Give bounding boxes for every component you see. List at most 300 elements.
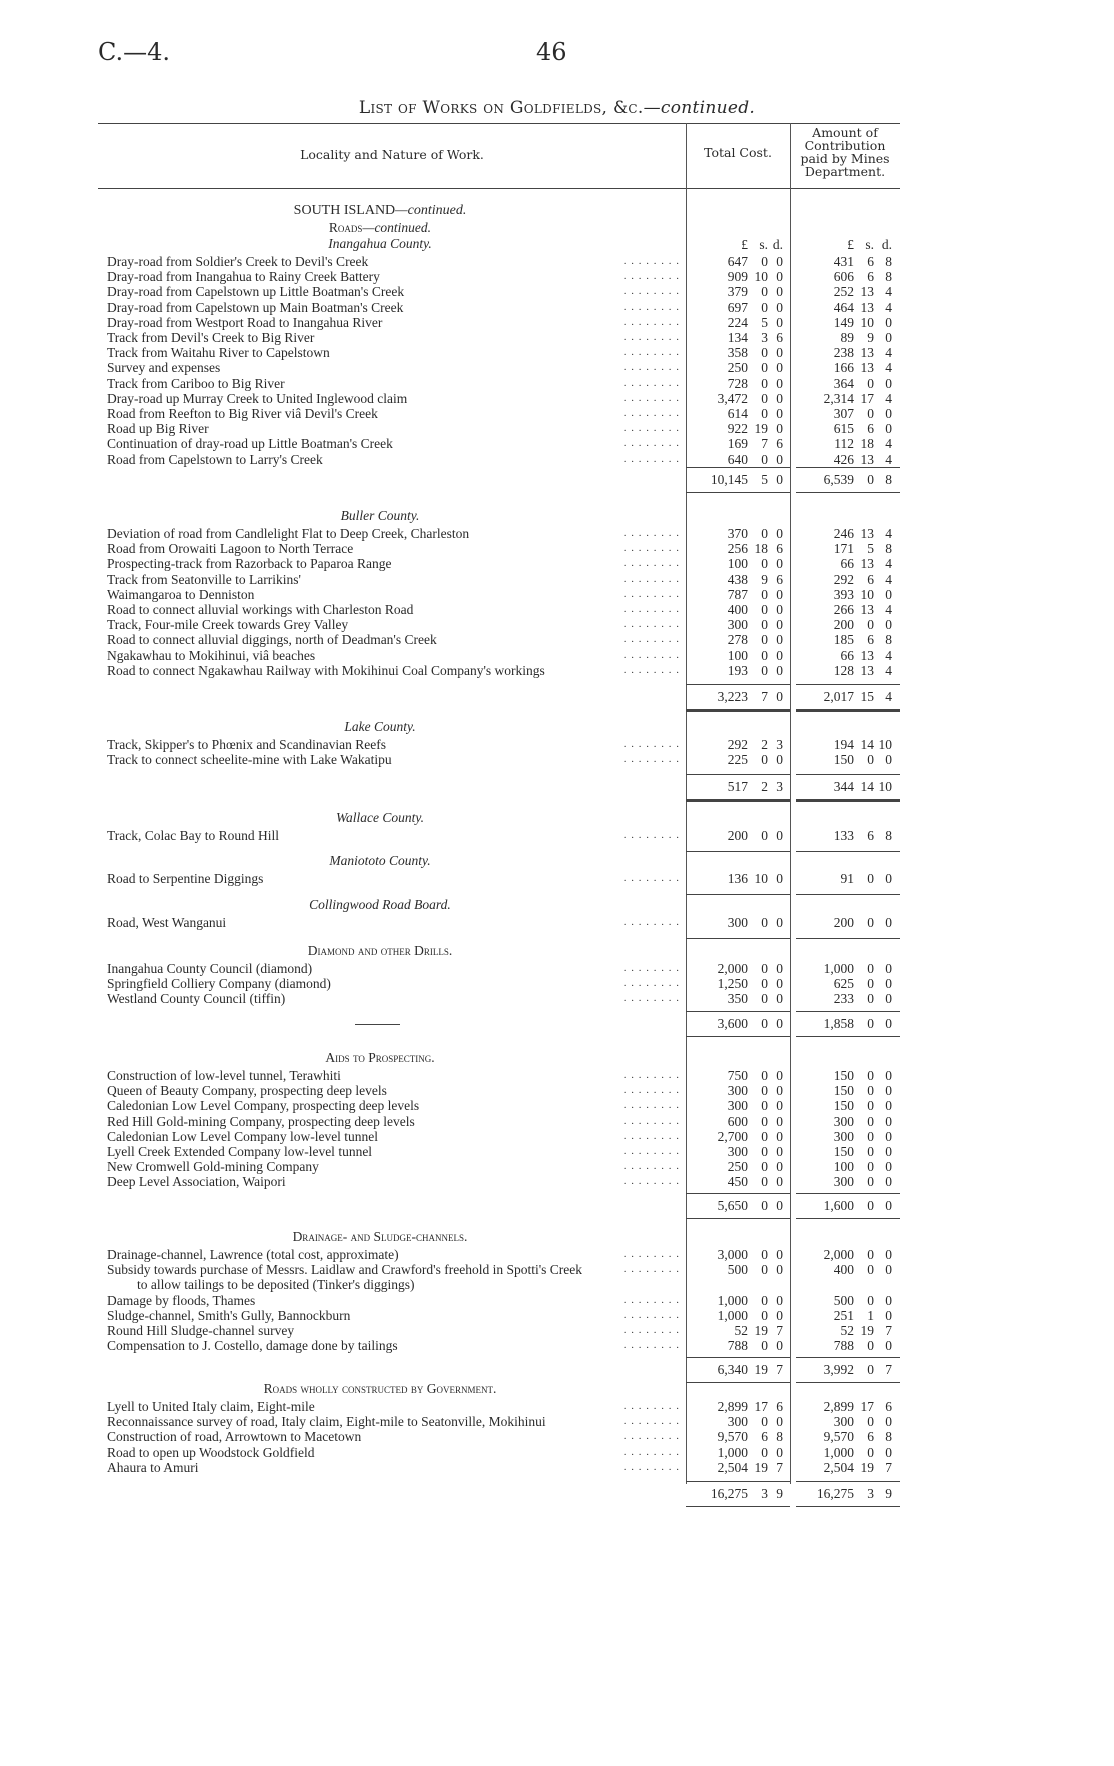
section-rule xyxy=(796,894,900,895)
total-cost-pounds: 350 xyxy=(727,991,748,1007)
total-cost-shillings: 2 xyxy=(761,737,768,752)
total-cost-shillings: 18 xyxy=(754,541,768,557)
contribution-pounds: 625 xyxy=(833,976,854,992)
total-cost-pounds: 300 xyxy=(727,617,748,633)
total-cost-pounds: 169 xyxy=(727,436,748,452)
contribution-pounds: 150 xyxy=(833,1098,854,1114)
total-cost-pounds: 379 xyxy=(727,284,748,300)
contribution-shillings: 0 xyxy=(867,1083,874,1099)
total-cost-pence: 0 xyxy=(776,1174,783,1190)
total-cost-pence: 8 xyxy=(776,1429,783,1445)
work-description: Lyell Creek Extended Company low-level tunnel xyxy=(107,1144,373,1159)
contribution-pounds: 1,000 xyxy=(823,961,854,976)
work-description: Dray-road up Murray Creek to United Inglewood claim xyxy=(107,390,408,406)
contribution-shillings: 13 xyxy=(860,299,874,315)
total-cost-shillings: 3 xyxy=(761,330,768,345)
total-cost-pence: 0 xyxy=(776,915,783,930)
total-cost-pence: 6 xyxy=(776,1399,783,1414)
total-cost-shillings: 0 xyxy=(761,828,768,843)
sum-rule xyxy=(796,1193,900,1194)
work-description: Road from Orowaiti Lagoon to North Terrace xyxy=(107,541,354,557)
total-cost-shillings: 0 xyxy=(761,752,768,768)
leader-dots: . . . . . . . . xyxy=(623,962,680,974)
table-row xyxy=(0,827,1114,844)
total-cost-pounds: 134 xyxy=(727,330,748,345)
total-cost-pounds: 9,570 xyxy=(717,1429,748,1445)
contribution-shillings: 0 xyxy=(867,991,874,1007)
total-cost-shillings: 19 xyxy=(754,421,768,437)
contribution-shillings: 13 xyxy=(860,662,874,678)
leader-dots: . . . . . . . . xyxy=(623,437,680,450)
total-cost-pounds: 278 xyxy=(727,632,748,648)
contribution-shillings: 0 xyxy=(867,1144,874,1159)
contribution-pounds: 307 xyxy=(833,406,854,421)
table-row xyxy=(0,662,1114,679)
total-cost-pounds: 1,250 xyxy=(717,976,748,992)
sum-rule xyxy=(796,1481,900,1482)
total-cost-shillings: 0 xyxy=(761,406,768,421)
contribution-pounds: 52 xyxy=(840,1323,854,1338)
contribution-pounds: 150 xyxy=(833,1144,854,1159)
leader-dots: . . . . . . . . xyxy=(623,255,680,267)
header-top-rule xyxy=(98,123,900,124)
total-cost-shillings: 19 xyxy=(754,1459,768,1475)
total-cost-pence: 0 xyxy=(776,375,783,391)
total-cost-pence: 0 xyxy=(776,451,783,467)
contribution-pence: 0 xyxy=(885,1113,892,1129)
contribution-pounds: 112 xyxy=(834,436,854,452)
contribution-shillings: 13 xyxy=(860,284,874,300)
total-cost-pence: 0 xyxy=(776,976,783,992)
sum-total-cost-shillings: 19 xyxy=(754,1362,768,1377)
leader-dots: . . . . . . . . xyxy=(623,407,680,419)
sum-rule xyxy=(686,1357,790,1358)
contribution-shillings: 0 xyxy=(867,961,874,976)
total-cost-shillings: 0 xyxy=(761,586,768,602)
sum-rule xyxy=(686,1481,790,1482)
sum-total-cost-pence: 0 xyxy=(776,689,783,704)
sum-total-cost-shillings: 0 xyxy=(761,1016,768,1031)
total-cost-pounds: 697 xyxy=(727,299,748,315)
section-title: Aids to Prospecting. xyxy=(325,1050,435,1065)
total-cost-pence: 0 xyxy=(776,1444,783,1460)
sum-bottom-rule xyxy=(686,709,790,712)
contribution-pounds: 149 xyxy=(833,314,854,330)
contribution-shillings: 13 xyxy=(860,556,874,572)
total-cost-shillings: 7 xyxy=(761,436,768,452)
sum-contribution-pence: 9 xyxy=(885,1486,892,1501)
contribution-pence: 0 xyxy=(885,871,892,886)
leader-dots: . . . . . . . . xyxy=(623,916,680,928)
contribution-pence: 0 xyxy=(885,617,892,633)
leader-dots: . . . . . . . . xyxy=(623,603,680,615)
contribution-pounds: 2,314 xyxy=(823,390,854,406)
sum-contribution-shillings: 0 xyxy=(867,1362,874,1377)
sum-rule xyxy=(796,467,900,468)
contribution-pounds: 238 xyxy=(833,345,854,361)
contribution-pence: 8 xyxy=(885,632,892,648)
section-total-row xyxy=(0,687,1114,707)
contribution-pounds: 464 xyxy=(833,299,854,315)
total-cost-pounds: 2,504 xyxy=(717,1459,748,1475)
total-cost-shillings: 0 xyxy=(761,1144,768,1159)
total-cost-pounds: 1,000 xyxy=(717,1444,748,1460)
sum-total-cost-pence: 0 xyxy=(776,472,783,487)
contribution-pounds: 300 xyxy=(833,1113,854,1129)
section-title: Maniototo County. xyxy=(329,853,431,868)
sum-total-cost-pence: 0 xyxy=(776,1016,783,1031)
total-cost-pence: 0 xyxy=(776,752,783,768)
total-cost-pounds: 909 xyxy=(727,269,748,285)
sum-contribution-shillings: 0 xyxy=(867,1198,874,1213)
contribution-pounds: 91 xyxy=(840,871,854,886)
contribution-pounds: 266 xyxy=(833,602,854,617)
contribution-pounds: 133 xyxy=(833,828,854,843)
table-row xyxy=(0,1173,1114,1190)
sum-rule xyxy=(686,774,790,775)
total-cost-shillings: 0 xyxy=(761,915,768,930)
sum-bottom-rule xyxy=(686,1506,790,1507)
total-cost-pounds: 250 xyxy=(727,360,748,376)
column-head-total: Total Cost. xyxy=(704,145,772,160)
total-cost-pounds: 300 xyxy=(727,1083,748,1099)
total-cost-shillings: 0 xyxy=(761,254,768,269)
total-cost-pence: 7 xyxy=(776,1459,783,1475)
total-cost-shillings: 0 xyxy=(761,1128,768,1144)
work-description: Road to connect alluvial diggings, north of Deadman's Creek xyxy=(107,632,437,648)
sum-total-cost-shillings: 7 xyxy=(761,689,768,704)
work-description: Inangahua County Council (diamond) xyxy=(107,961,313,976)
island-heading xyxy=(0,203,760,219)
total-cost-pence: 0 xyxy=(776,269,783,285)
section-total-row xyxy=(0,1484,1114,1504)
leader-dots: . . . . . . . . xyxy=(623,1430,680,1443)
contribution-pence: 7 xyxy=(885,1459,892,1475)
contribution-pence: 8 xyxy=(885,269,892,285)
total-cost-shillings: 0 xyxy=(761,1247,768,1262)
total-cost-pence: 0 xyxy=(776,421,783,437)
total-cost-pounds: 300 xyxy=(727,915,748,930)
work-description: Road to Serpentine Diggings xyxy=(107,871,264,886)
contribution-pence: 0 xyxy=(885,976,892,992)
sum-contribution-shillings: 15 xyxy=(860,689,874,704)
sum-contribution-pounds: 1,600 xyxy=(823,1198,854,1213)
total-cost-pounds: 300 xyxy=(727,1144,748,1159)
sum-bottom-rule xyxy=(686,1218,790,1219)
contribution-shillings: 5 xyxy=(867,541,874,557)
total-pounds-unit: £ xyxy=(741,237,748,252)
contribution-pounds: 500 xyxy=(833,1292,854,1308)
contribution-shillings: 17 xyxy=(860,1399,874,1414)
contribution-pounds: 1,000 xyxy=(823,1444,854,1460)
contribution-pence: 0 xyxy=(885,1128,892,1144)
total-cost-pounds: 922 xyxy=(727,421,748,437)
total-cost-pounds: 400 xyxy=(727,602,748,617)
work-description: Survey and expenses xyxy=(107,360,221,376)
leader-dots: . . . . . . . . xyxy=(623,285,680,298)
table-row xyxy=(0,914,1114,931)
total-cost-pence: 0 xyxy=(776,662,783,678)
total-cost-shillings: 10 xyxy=(754,871,768,886)
total-cost-shillings: 0 xyxy=(761,1338,768,1354)
total-cost-pounds: 193 xyxy=(727,662,748,678)
contribution-pence: 6 xyxy=(885,1399,892,1414)
total-cost-pence: 0 xyxy=(776,586,783,602)
contribution-pounds: 233 xyxy=(833,991,854,1007)
contribution-pounds: 431 xyxy=(833,254,854,269)
contribution-pence: 0 xyxy=(885,1068,892,1083)
contribution-pounds: 2,899 xyxy=(823,1399,854,1414)
sum-contribution-pounds: 2,017 xyxy=(823,689,854,704)
total-cost-shillings: 0 xyxy=(761,556,768,572)
total-cost-pence: 0 xyxy=(776,828,783,843)
contribution-shillings: 1 xyxy=(867,1307,874,1323)
total-cost-shillings: 0 xyxy=(761,1262,768,1278)
leader-dots: . . . . . . . . xyxy=(623,376,680,389)
sum-total-cost-pounds: 3,223 xyxy=(717,689,748,704)
leader-dots: . . . . . . . . xyxy=(623,300,680,313)
leader-dots: . . . . . . . . xyxy=(623,1308,680,1321)
contribution-shillings: 0 xyxy=(867,617,874,633)
page-number: 46 xyxy=(536,38,567,66)
leader-dots: . . . . . . . . xyxy=(623,977,680,990)
contribution-pounds: 89 xyxy=(840,330,854,345)
leader-dots: . . . . . . . . xyxy=(623,1460,680,1473)
section-title: Roads wholly constructed by Government. xyxy=(263,1381,497,1396)
contribution-pounds: 171 xyxy=(833,541,854,557)
total-cost-shillings: 0 xyxy=(761,602,768,617)
total-cost-pence: 0 xyxy=(776,390,783,406)
contribution-pounds: 246 xyxy=(833,526,854,541)
total-cost-shillings: 0 xyxy=(761,299,768,315)
leader-dots: . . . . . . . . xyxy=(623,1248,680,1260)
sum-rule xyxy=(686,1193,790,1194)
section-rule xyxy=(796,938,900,939)
sum-total-cost-pounds: 517 xyxy=(727,779,748,794)
contribution-shillings: 6 xyxy=(867,828,874,843)
work-description: Road to connect alluvial workings with Charleston Road xyxy=(107,602,414,617)
total-cost-shillings: 0 xyxy=(761,1174,768,1190)
sum-contribution-pence: 7 xyxy=(885,1362,892,1377)
roads-label: Roads xyxy=(328,220,363,235)
work-description: Deep Level Association, Waipori xyxy=(107,1174,286,1190)
contribution-pence: 0 xyxy=(885,1083,892,1099)
total-cost-pence: 0 xyxy=(776,345,783,361)
table-row xyxy=(0,1459,1114,1476)
contribution-shillings: 13 xyxy=(860,451,874,467)
sum-rule xyxy=(686,684,790,685)
contribution-pounds: 292 xyxy=(833,571,854,587)
total-cost-pence: 0 xyxy=(776,1307,783,1323)
roads-heading xyxy=(0,220,760,236)
contribution-pence: 8 xyxy=(885,1429,892,1445)
leader-dots: . . . . . . . . xyxy=(623,1145,680,1157)
sum-contribution-pence: 8 xyxy=(885,472,892,487)
sum-contribution-pounds: 6,539 xyxy=(823,472,854,487)
work-description: Ngakawhau to Mokihinui, viâ beaches xyxy=(107,647,316,663)
contribution-pence: 0 xyxy=(885,1338,892,1354)
total-cost-shillings: 0 xyxy=(761,284,768,300)
sum-total-cost-pence: 0 xyxy=(776,1198,783,1213)
contribution-pence: 8 xyxy=(885,541,892,557)
total-cost-shillings: 0 xyxy=(761,1113,768,1129)
leader-dots: . . . . . . . . xyxy=(623,1324,680,1336)
table-row xyxy=(0,751,1114,768)
contribution-pence: 4 xyxy=(885,602,892,617)
contribution-shillings: 6 xyxy=(867,1429,874,1445)
contribution-shillings: 6 xyxy=(867,632,874,648)
work-description: Track, Skipper's to Phœnix and Scandinavian Reefs xyxy=(107,737,387,752)
total-cost-pence: 0 xyxy=(776,871,783,886)
leader-dots: . . . . . . . . xyxy=(623,663,680,676)
total-cost-pounds: 1,000 xyxy=(717,1307,748,1323)
contribution-pounds: 128 xyxy=(833,662,854,678)
sum-total-cost-pounds: 6,340 xyxy=(717,1362,748,1377)
total-cost-pounds: 750 xyxy=(727,1068,748,1083)
contribution-pence: 0 xyxy=(885,1444,892,1460)
total-cost-pounds: 2,899 xyxy=(717,1399,748,1414)
contribution-pence: 4 xyxy=(885,662,892,678)
total-cost-shillings: 0 xyxy=(761,991,768,1007)
contribution-pence: 4 xyxy=(885,390,892,406)
total-cost-pence: 0 xyxy=(776,617,783,633)
total-cost-pence: 0 xyxy=(776,406,783,421)
sum-total-cost-shillings: 3 xyxy=(761,1486,768,1501)
sum-contribution-pounds: 3,992 xyxy=(823,1362,854,1377)
sum-total-cost-shillings: 2 xyxy=(761,779,768,794)
total-cost-shillings: 0 xyxy=(761,390,768,406)
contribution-pounds: 66 xyxy=(840,647,854,663)
work-description: Track from Waitahu River to Capelstown xyxy=(107,345,330,361)
contribution-pounds: 300 xyxy=(833,1174,854,1190)
leader-dots: . . . . . . . . xyxy=(623,1099,680,1112)
section-title: Inangahua County. xyxy=(328,236,432,251)
contribution-pence: 8 xyxy=(885,254,892,269)
section-total-row xyxy=(0,1014,1114,1034)
total-cost-shillings: 6 xyxy=(761,1429,768,1445)
contribution-pounds: 615 xyxy=(833,421,854,437)
work-description: Compensation to J. Costello, damage done by tailings xyxy=(107,1338,398,1354)
total-cost-shillings: 0 xyxy=(761,1307,768,1323)
total-cost-pounds: 614 xyxy=(727,406,748,421)
contribution-shillings: 13 xyxy=(860,647,874,663)
contribution-pence: 4 xyxy=(885,647,892,663)
total-cost-pounds: 300 xyxy=(727,1098,748,1114)
leader-dots: . . . . . . . . xyxy=(623,1069,680,1081)
page-reference: C.—4. xyxy=(98,38,171,66)
total-cost-pounds: 2,700 xyxy=(717,1128,748,1144)
contribution-pounds: 300 xyxy=(833,1414,854,1430)
total-cost-pence: 0 xyxy=(776,1083,783,1099)
sum-contribution-shillings: 0 xyxy=(867,1016,874,1031)
contribution-pounds: 200 xyxy=(833,915,854,930)
contribution-shillings: 10 xyxy=(860,314,874,330)
contribution-pence: 8 xyxy=(885,828,892,843)
work-description: Dray-road from Capelstown up Main Boatman's Creek xyxy=(107,299,404,315)
contribution-pence: 0 xyxy=(885,406,892,421)
contribution-shillings: 0 xyxy=(867,1128,874,1144)
sum-bottom-rule xyxy=(796,1036,900,1037)
contribution-shillings: 9 xyxy=(867,330,874,345)
sum-rule xyxy=(796,1357,900,1358)
total-cost-pounds: 788 xyxy=(727,1338,748,1354)
total-pence-unit: d. xyxy=(772,237,783,252)
work-description: Track, Four-mile Creek towards Grey Valley xyxy=(107,617,349,633)
leader-dots: . . . . . . . . xyxy=(623,1160,680,1173)
contribution-pence: 0 xyxy=(885,1159,892,1175)
work-description: Drainage-channel, Lawrence (total cost, approximate) xyxy=(107,1247,399,1262)
total-cost-shillings: 0 xyxy=(761,961,768,976)
work-description: Round Hill Sludge-channel survey xyxy=(107,1323,295,1338)
contrib-pounds-unit: £ xyxy=(847,237,854,252)
total-cost-pounds: 300 xyxy=(727,1414,748,1430)
work-description: Construction of road, Arrowtown to Macetown xyxy=(107,1429,362,1445)
work-description: Waimangaroa to Denniston xyxy=(107,586,255,602)
work-description: Dray-road from Soldier's Creek to Devil's Creek xyxy=(107,254,369,269)
contribution-pence: 4 xyxy=(885,526,892,541)
leader-dots: . . . . . . . . xyxy=(623,557,680,570)
leader-dots: . . . . . . . . xyxy=(623,270,680,283)
contribution-shillings: 0 xyxy=(867,915,874,930)
work-description: Westland County Council (tiffin) xyxy=(107,991,286,1007)
total-cost-pence: 6 xyxy=(776,330,783,345)
contribution-pounds: 251 xyxy=(833,1307,854,1323)
contribution-pence: 0 xyxy=(885,1144,892,1159)
contribution-pence: 0 xyxy=(885,586,892,602)
total-cost-pounds: 225 xyxy=(727,752,748,768)
work-description: Springfield Colliery Company (diamond) xyxy=(107,976,331,992)
sum-contribution-shillings: 14 xyxy=(860,779,874,794)
contribution-pence: 0 xyxy=(885,915,892,930)
leader-dots: . . . . . . . . xyxy=(623,992,680,1005)
sum-contribution-pence: 0 xyxy=(885,1016,892,1031)
section-rule xyxy=(796,851,900,852)
contribution-shillings: 0 xyxy=(867,752,874,768)
work-description: Dray-road from Westport Road to Inangahua River xyxy=(107,314,383,330)
total-cost-pounds: 2,000 xyxy=(717,961,748,976)
total-cost-pounds: 3,000 xyxy=(717,1247,748,1262)
sum-contribution-pence: 4 xyxy=(885,689,892,704)
contribution-pence: 0 xyxy=(885,421,892,437)
leader-dots: . . . . . . . . xyxy=(623,872,680,884)
leader-dots: . . . . . . . . xyxy=(623,1400,680,1412)
leader-dots: . . . . . . . . xyxy=(623,1084,680,1097)
section-title: Lake County. xyxy=(344,719,416,734)
contribution-pounds: 150 xyxy=(833,1083,854,1099)
total-cost-shillings: 0 xyxy=(761,617,768,633)
contribution-pence: 4 xyxy=(885,299,892,315)
section-total-row xyxy=(0,1360,1114,1380)
total-cost-shillings: 0 xyxy=(761,662,768,678)
total-cost-pence: 0 xyxy=(776,1098,783,1114)
contribution-pence: 0 xyxy=(885,1174,892,1190)
sum-bottom-rule xyxy=(796,1506,900,1507)
work-description: Continuation of dray-road up Little Boatman's Creek xyxy=(107,436,393,452)
total-cost-pence: 0 xyxy=(776,1262,783,1278)
leader-dots: . . . . . . . . xyxy=(623,1445,680,1458)
total-cost-pounds: 647 xyxy=(727,254,748,269)
contribution-pence: 4 xyxy=(885,451,892,467)
contribution-pence: 0 xyxy=(885,1262,892,1278)
total-cost-pounds: 787 xyxy=(727,586,748,602)
work-description: Track from Cariboo to Big River xyxy=(107,375,285,391)
leader-dots: . . . . . . . . xyxy=(623,1293,680,1306)
sum-bottom-rule xyxy=(686,799,790,802)
contribution-shillings: 0 xyxy=(867,871,874,886)
total-cost-shillings: 0 xyxy=(761,976,768,992)
contribution-pounds: 150 xyxy=(833,752,854,768)
work-description: Road up Big River xyxy=(107,421,209,437)
